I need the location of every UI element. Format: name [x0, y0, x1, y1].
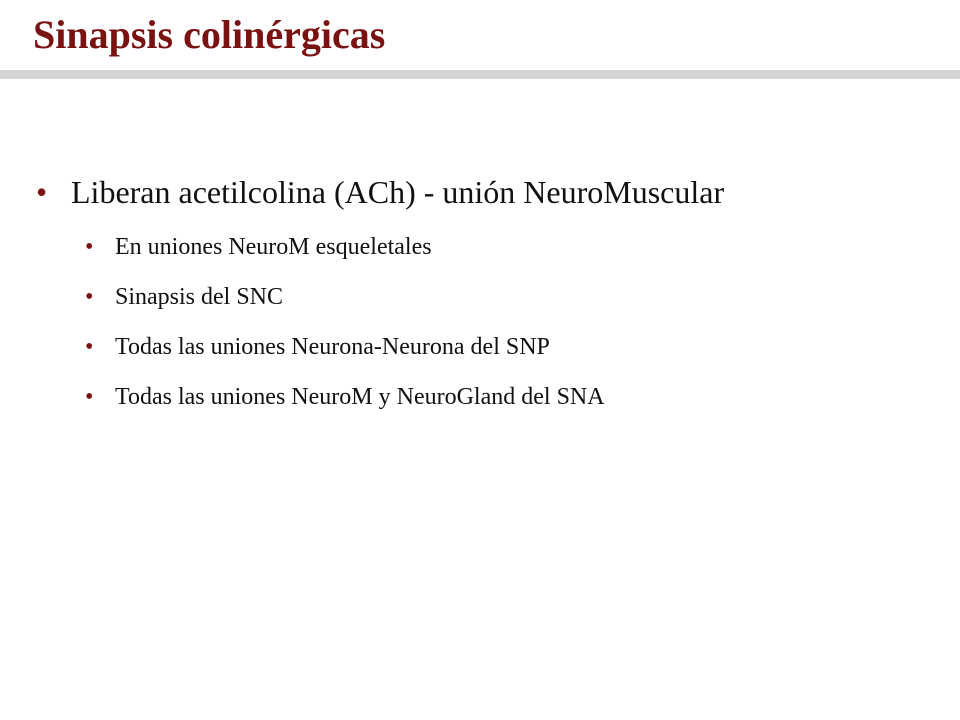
slide-title: Sinapsis colinérgicas: [33, 12, 386, 57]
sub-bullet-item: [85, 282, 905, 312]
bullet-item-main: [36, 172, 916, 212]
sub-bullet-text: Sinapsis del SNC: [115, 284, 284, 310]
sub-bullet-item: [85, 332, 905, 362]
sub-bullet-marker: •: [85, 284, 94, 310]
sub-bullet-item: [85, 232, 905, 262]
sub-bullet-text: En uniones NeuroM esqueletales: [115, 234, 432, 260]
sub-bullet-item: [85, 382, 905, 412]
bullet-marker: •: [36, 174, 48, 210]
sub-bullet-text: Todas las uniones Neurona-Neurona del SNP: [115, 334, 550, 360]
sub-bullet-text: Todas las uniones NeuroM y NeuroGland del SNA: [115, 384, 605, 410]
sub-bullet-marker: •: [85, 234, 94, 260]
title-divider: [0, 70, 960, 79]
sub-bullet-marker: •: [85, 334, 94, 360]
bullet-text-main: Liberan acetilcolina (ACh) - unión NeuroMuscular: [71, 174, 725, 210]
sub-bullet-marker: •: [85, 384, 94, 410]
